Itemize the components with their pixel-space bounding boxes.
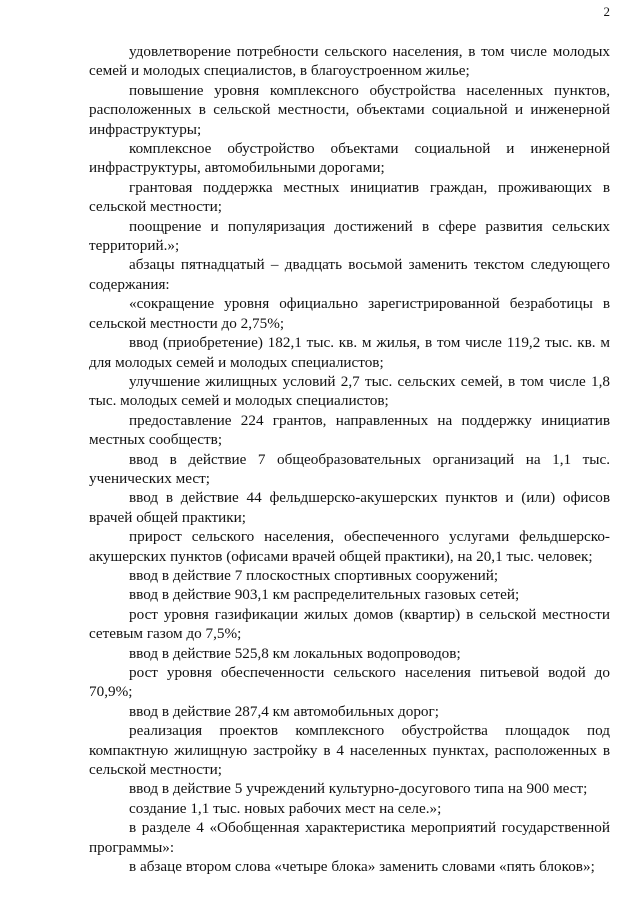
paragraph: ввод (приобретение) 182,1 тыс. кв. м жилья, в том числе 119,2 тыс. кв. м для молодых семей и молодых специалистов; xyxy=(89,334,610,371)
paragraph: комплексное обустройство объектами социальной и инженерной инфраструктуры, автомобильными дорогами; xyxy=(89,140,610,177)
paragraph: ввод в действие 5 учреждений культурно-досугового типа на 900 мест; xyxy=(129,780,588,798)
paragraph: ввод в действие 287,4 км автомобильных дорог; xyxy=(129,702,439,720)
paragraph: ввод в действие 44 фельдшерско-акушерских пунктов и (или) офисов врачей общей практики; xyxy=(89,489,610,526)
paragraph: ввод в действие 7 общеобразовательных организаций на 1,1 тыс. ученических мест; xyxy=(89,450,610,487)
paragraph: «сокращение уровня официально зарегистрированной безработицы в сельской местности до 2,75%; xyxy=(89,295,610,332)
paragraph: улучшение жилищных условий 2,7 тыс. сельских семей, в том числе 1,8 тыс. молодых семей и молодых специалистов; xyxy=(89,372,610,410)
paragraph: реализация проектов комплексного обустройства площадок под компактную жилищную застройку в 4 населенных пунктах, расположенных в сельской местности; xyxy=(89,722,610,779)
paragraph: рост уровня газификации жилых домов (квартир) в сельской местности сетевым газом до 7,5%; xyxy=(89,605,610,643)
paragraph: в разделе 4 «Обобщенная характеристика мероприятий государственной программы»: xyxy=(89,819,610,856)
paragraph: поощрение и популяризация достижений в сфере развития сельских территорий.»; xyxy=(89,217,610,255)
paragraph: прирост сельского населения, обеспеченного услугами фельдшерско-акушерских пунктов (офисами врачей общей практики), на 20,1 тыс. человек; xyxy=(89,528,610,565)
paragraph: ввод в действие 525,8 км локальных водопроводов; xyxy=(129,644,461,662)
paragraph: ввод в действие 7 плоскостных спортивных сооружений; xyxy=(129,566,499,584)
paragraph: в абзаце втором слова «четыре блока» заменить словами «пять блоков»; xyxy=(129,858,595,876)
paragraph: ввод в действие 903,1 км распределительных газовых сетей; xyxy=(129,586,520,604)
paragraph: удовлетворение потребности сельского населения, в том числе молодых семей и молодых специалистов, в благоустроенном жилье; xyxy=(89,43,610,80)
paragraph: рост уровня обеспеченности сельского населения питьевой водой до 70,9%; xyxy=(89,664,610,701)
paragraph: грантовая поддержка местных инициатив граждан, проживающих в сельской местности; xyxy=(89,178,610,216)
page-number: 2 xyxy=(603,4,610,19)
paragraph: абзацы пятнадцатый – двадцать восьмой заменить текстом следующего содержания: xyxy=(89,256,610,293)
paragraph: повышение уровня комплексного обустройства населенных пунктов, расположенных в сельской местности, объектами социальной и инженерной инфраструктуры; xyxy=(89,81,610,138)
paragraph: создание 1,1 тыс. новых рабочих мест на селе.»; xyxy=(129,799,442,817)
document-body xyxy=(89,42,610,876)
paragraph: предоставление 224 грантов, направленных на поддержку инициатив местных сообществ; xyxy=(89,411,610,449)
